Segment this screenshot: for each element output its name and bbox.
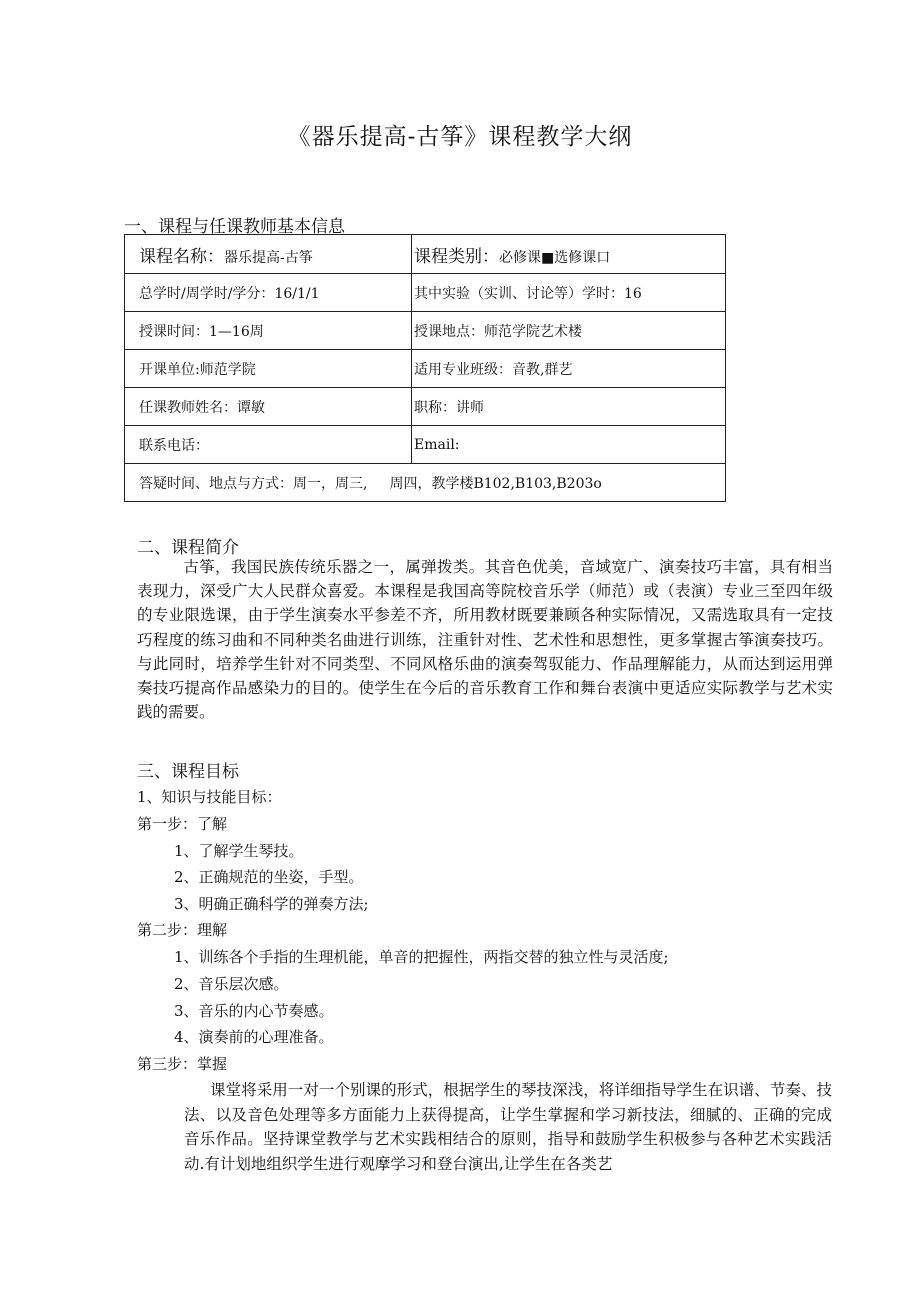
department-cell (125, 350, 412, 388)
list-item: 4、演奏前的心理准备。 (174, 1028, 334, 1046)
cell-value: 器乐提高-古筝 (224, 249, 313, 266)
cell-label: 课程类别： (414, 246, 499, 267)
step3-text: 课堂将采用一对一个别课的形式，根据学生的琴技深浅，将详细指导学生在识谱、节奏、技法、以及音色处理等多方面能力上获得提高，让学生掌握和学习新技法，细腻的、正确的完成音乐作品。坚持课堂教学与艺术实践相结合的原则，指导和鼓励学生积极参与各种艺术实践活动.有计划地组织学生进行观摩学习和登台演出,让学生在各类艺 (184, 1081, 832, 1173)
cell-label: 课程名称： (139, 246, 224, 267)
step1-label: 第一步：了解 (137, 815, 228, 833)
lab-hours-cell (412, 274, 726, 312)
list-item: 1、了解学生琴技。 (174, 842, 304, 860)
email-cell (412, 426, 726, 464)
office-hours-location: 周四，教学楼B102,B103,B203o (389, 475, 602, 492)
cell-value: 16/1/1 (274, 285, 320, 302)
cell-label: Email: (414, 436, 460, 453)
teaching-time-cell (125, 312, 412, 350)
cell-value: 讲师 (456, 399, 484, 416)
section1-heading: 一、课程与任课教师基本信息 (124, 217, 345, 237)
cell-label: 总学时/周学时/学分： (139, 285, 275, 302)
cell-value: 必修课■选修课口 (499, 249, 611, 266)
teacher-name-cell (125, 388, 412, 426)
hours-cell (125, 274, 412, 312)
cell-label: 适用专业班级： (414, 361, 512, 378)
table-row (125, 350, 726, 388)
cell-label: 其中实验（实训、讨论等）学时： (414, 285, 624, 302)
list-item: 3、音乐的内心节奏感。 (174, 1002, 334, 1020)
cell-label: 授课时间： (139, 323, 209, 340)
cell-value: 音教,群艺 (512, 361, 573, 378)
cell-value: 谭敏 (237, 399, 265, 416)
teacher-title-cell (412, 388, 726, 426)
step3-paragraph (184, 1078, 832, 1176)
cell-label: 开课单位: (139, 361, 200, 378)
knowledge-skill-goal: 1、知识与技能目标： (137, 788, 282, 806)
section2-heading: 二、课程简介 (137, 538, 239, 558)
cell-label: 职称： (414, 399, 456, 416)
table-row (125, 235, 726, 274)
cell-value: 师范学院艺术楼 (484, 323, 582, 340)
section3-heading: 三、课程目标 (137, 762, 239, 782)
office-hours-text: 答疑时间、地点与方式：周一，周三, (139, 475, 368, 492)
table-row (125, 388, 726, 426)
cell-value: 师范学院 (199, 361, 256, 378)
phone-cell (125, 426, 412, 464)
cell-label: 任课教师姓名： (139, 399, 237, 416)
cell-value: 1—16周 (209, 323, 264, 340)
course-info-table (124, 234, 726, 502)
step3-label: 第三步：掌握 (137, 1055, 228, 1073)
cell-label: 授课地点： (414, 323, 484, 340)
table-row (125, 464, 726, 502)
course-type-cell (412, 235, 726, 274)
course-intro-text: 古筝，我国民族传统乐器之一，属弹拨类。其音色优美，音域宽广、演奏技巧丰富，具有相当表现力，深受广大人民群众喜爱。本课程是我国高等院校音乐学（师范）或（表演）专业三至四年级的专业限选课，由于学生演奏水平参差不齐，所用教材既要兼顾各种实际情况，又需选取具有一定技巧程度的练习曲和不同种类名曲进行训练，注重针对性、艺术性和思想性，更多掌握古筝演奏技巧。与此同时，培养学生针对不同类型、不同风格乐曲的演奏驾驭能力、作品理解能力，从而达到运用弹奏技巧提高作品感染力的目的。使学生在今后的音乐教育工作和舞台表演中更适应实际教学与艺术实践的需要。 (137, 558, 833, 722)
step2-label: 第二步：理解 (137, 921, 228, 939)
course-intro-paragraph (137, 555, 833, 724)
list-item: 2、正确规范的坐姿，手型。 (174, 868, 364, 886)
office-hours-cell (125, 464, 726, 502)
table-row (125, 274, 726, 312)
applicable-class-cell (412, 350, 726, 388)
list-item: 2、音乐层次感。 (174, 975, 289, 993)
cell-value: 16 (624, 285, 642, 302)
table-row (125, 312, 726, 350)
table-row (125, 426, 726, 464)
cell-label: 联系电话： (139, 437, 209, 454)
teaching-location-cell (412, 312, 726, 350)
document-title: 《器乐提高-古筝》课程教学大纲 (287, 124, 633, 150)
course-name-cell (125, 235, 412, 274)
list-item: 1、训练各个手指的生理机能，单音的把握性，两指交替的独立性与灵活度; (174, 948, 669, 966)
list-item: 3、明确正确科学的弹奏方法; (174, 895, 369, 913)
